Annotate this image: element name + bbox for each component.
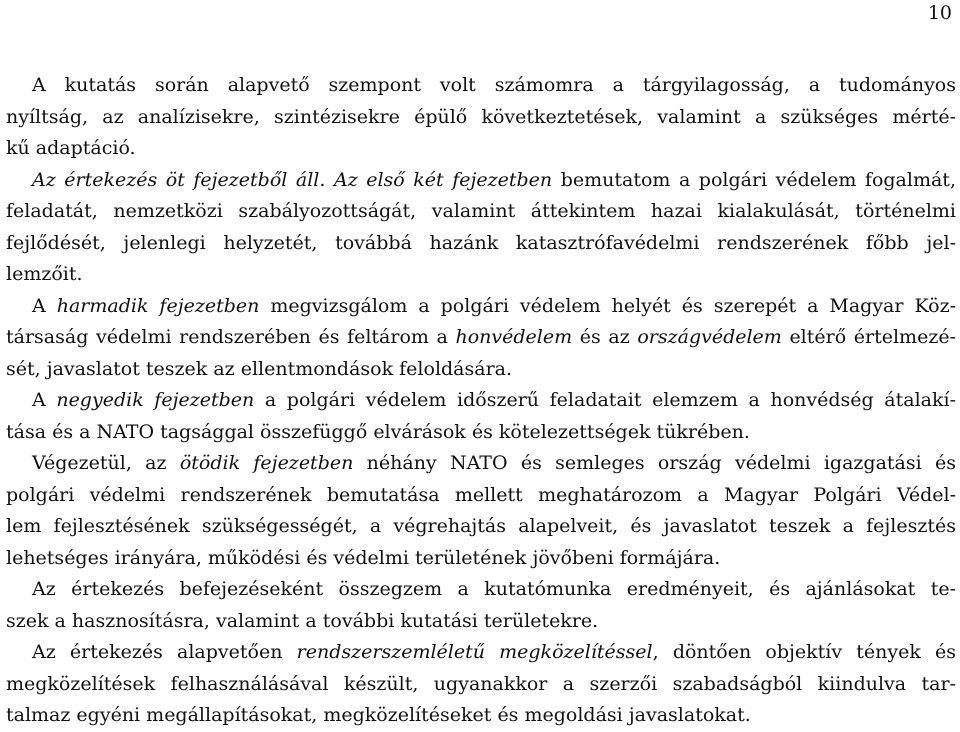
italic-text: Az első két fejezetben	[333, 168, 553, 191]
italic-text: országvédelem	[637, 326, 782, 348]
text-line	[6, 700, 956, 732]
text-line	[6, 606, 956, 638]
text-run: megközelítések felhasználásával készült, ugyanakkor a szerzői szabadságból kiindulva tar-	[6, 672, 956, 695]
text-line	[6, 102, 956, 134]
text-run: Végezetül, az	[32, 452, 180, 474]
text-run: tása és a NATO tagsággal összefüggő elvárások és kötelezettségek tükrében.	[6, 420, 750, 443]
document-body	[6, 70, 956, 732]
text-line	[6, 70, 956, 102]
italic-text: rendszerszemléletű megközelítéssel	[296, 641, 653, 663]
paragraph	[6, 291, 956, 386]
text-run: lemzőit.	[6, 263, 83, 285]
paragraph	[6, 637, 956, 732]
text-line	[6, 385, 956, 417]
text-run: talmaz egyéni megállapításokat, megközelítéseket és megoldási javaslatokat.	[6, 704, 751, 726]
text-run	[325, 169, 334, 191]
paragraph	[6, 385, 956, 448]
text-line	[6, 228, 956, 260]
paragraph	[6, 448, 956, 574]
text-run: polgári védelmi rendszerének bemutatása mellett meghatározom a Magyar Polgári Védel-	[6, 483, 956, 506]
text-run: társaság védelmi rendszerében és feltárom a	[6, 326, 456, 348]
text-run: kű adaptáció.	[6, 137, 136, 159]
text-run: A	[32, 294, 57, 317]
text-line	[6, 480, 956, 512]
text-line	[6, 637, 956, 669]
italic-text: negyedik fejezetben	[56, 389, 255, 411]
text-run: szek a hasznosításra, valamint a további kutatási területekre.	[6, 609, 599, 632]
text-run: a polgári védelem időszerű feladatait elemzem a honvédség átalakí-	[254, 389, 956, 411]
text-line	[6, 448, 956, 480]
text-line	[6, 354, 956, 386]
text-line	[6, 417, 956, 449]
text-run: Az értekezés befejezéseként összegzem a kutatómunka eredményeit, és ajánlásokat te-	[32, 578, 956, 600]
paragraph	[6, 165, 956, 291]
page-number: 10	[927, 2, 952, 24]
italic-text: ötödik fejezetben	[179, 452, 354, 474]
text-line	[6, 511, 956, 543]
text-run: bemutatom a polgári védelem fogalmát,	[552, 168, 956, 191]
text-run: fejlődését, jelenlegi helyzetét, továbbá hazánk katasztrófavédelmi rendszerének főbb jel-	[6, 231, 956, 254]
paragraph	[6, 574, 956, 637]
text-line	[6, 133, 956, 165]
text-line	[6, 259, 956, 291]
italic-text: harmadik fejezetben	[56, 294, 260, 317]
paragraph	[6, 70, 956, 165]
text-run: néhány NATO és semleges ország védelmi igazgatási és	[353, 452, 956, 474]
italic-text: honvédelem	[455, 326, 573, 348]
italic-text: Az értekezés öt fejezetből áll.	[32, 168, 326, 191]
text-line	[6, 322, 956, 354]
text-run: és az	[572, 326, 638, 348]
text-line	[6, 574, 956, 606]
text-line	[6, 291, 956, 323]
text-run: sét, javaslatot teszek az ellentmondások feloldására.	[6, 357, 513, 380]
text-run: lem fejlesztésének szükségességét, a végrehajtás alapelveit, és javaslatot teszek a fejlesztés	[6, 515, 956, 537]
text-run: lehetséges irányára, működési és védelmi területének jövőbeni formájára.	[6, 546, 721, 569]
text-run: nyíltság, az analízisekre, szintézisekre épülő következtetések, valamint a szükséges mérté-	[6, 105, 956, 128]
text-run: A	[32, 389, 57, 411]
text-run: megvizsgálom a polgári védelem helyét és szerepét a Magyar Köz-	[259, 294, 956, 317]
text-run: Az értekezés alapvetően	[32, 641, 297, 663]
text-line	[6, 669, 956, 701]
text-line	[6, 196, 956, 228]
text-line	[6, 165, 956, 197]
text-run: , döntően objektív tények és	[652, 641, 956, 663]
text-run: A kutatás során alapvető szempont volt számomra a tárgyilagosság, a tudományos	[32, 74, 956, 96]
text-run: eltérő értelmezé-	[781, 326, 956, 348]
text-line	[6, 543, 956, 575]
text-run: feladatát, nemzetközi szabályozottságát, valamint áttekintem hazai kialakulását, történelmi	[6, 200, 956, 222]
